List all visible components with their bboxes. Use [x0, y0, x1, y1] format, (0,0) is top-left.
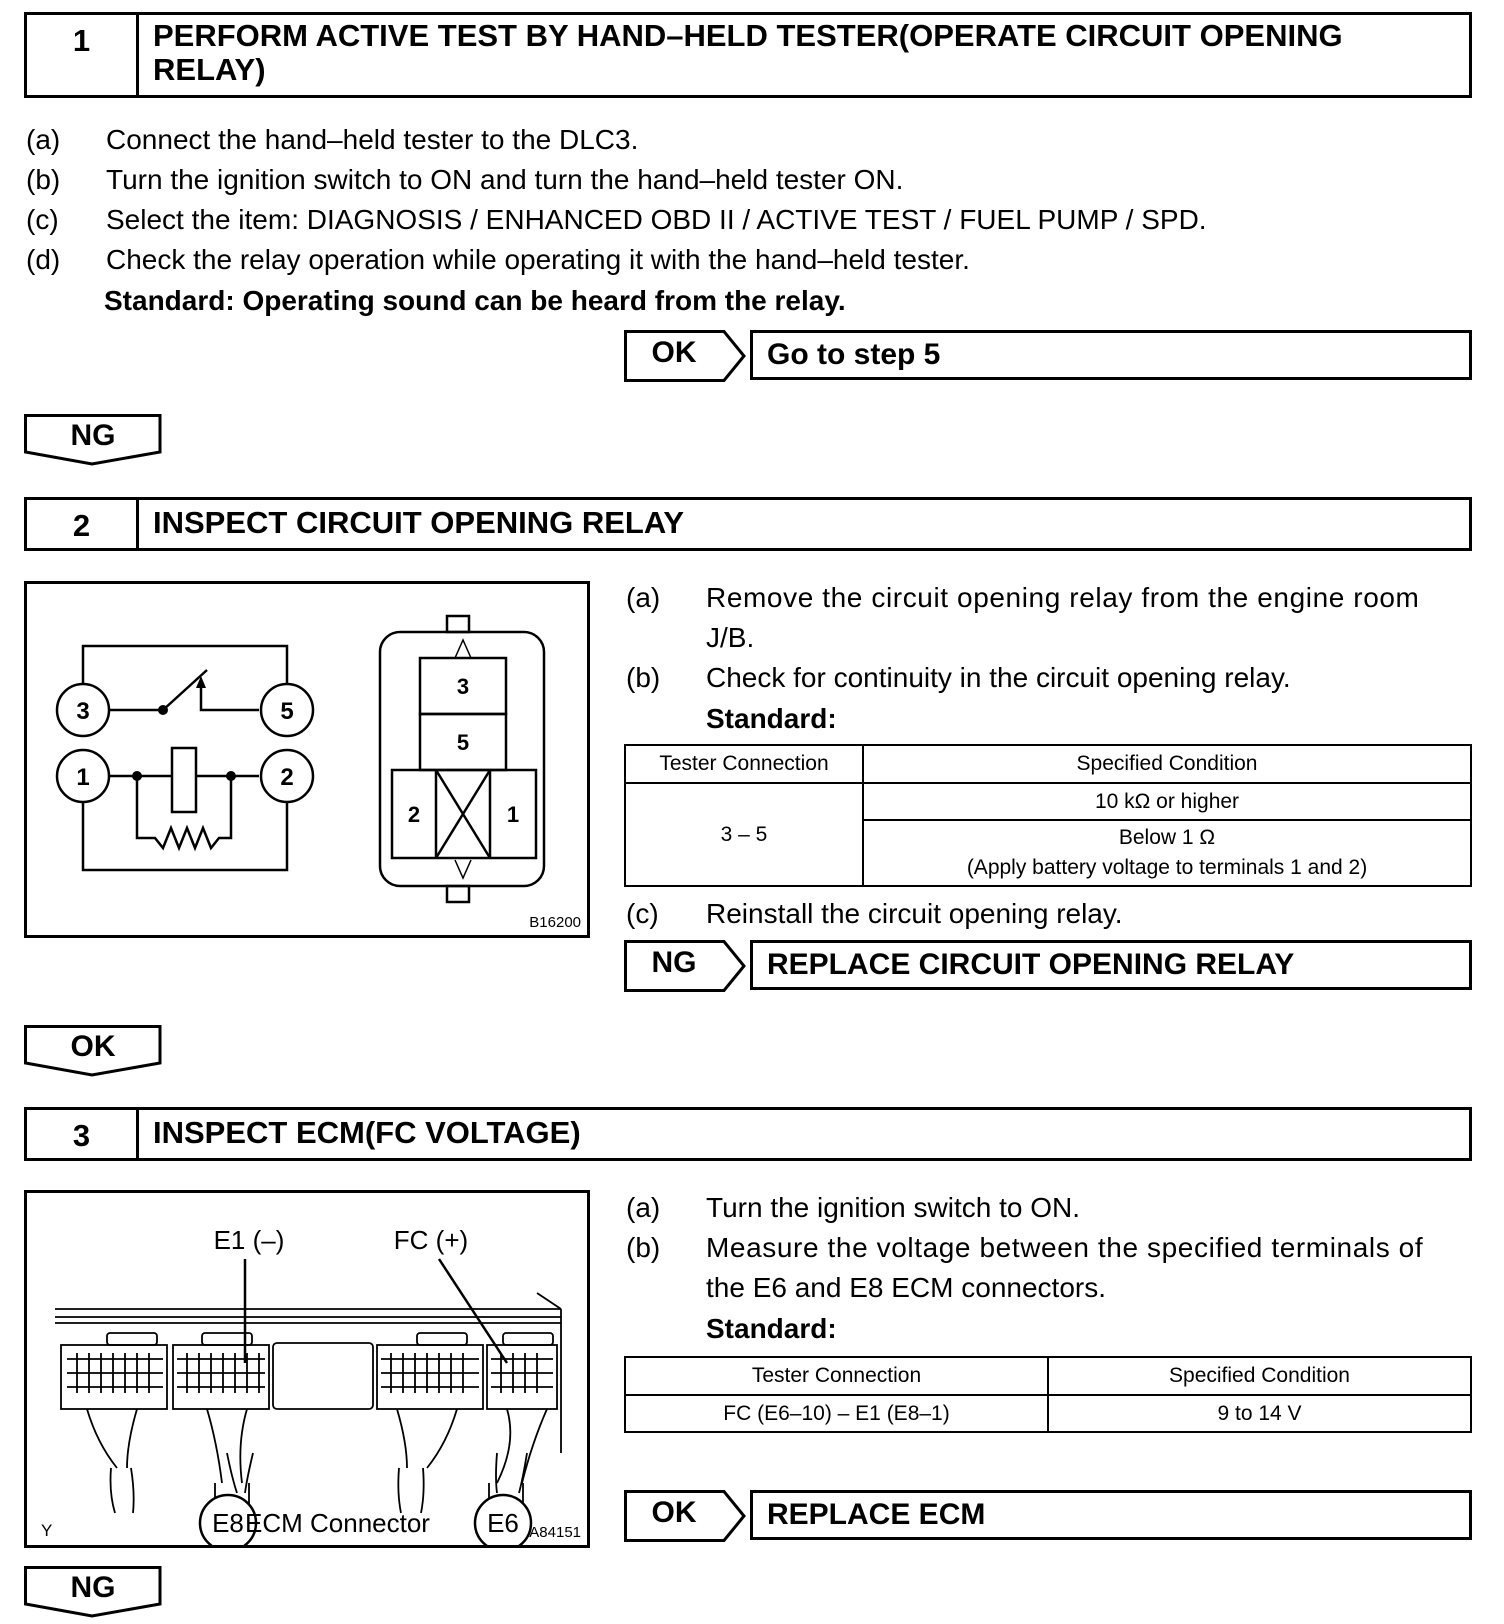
- step-3-header: [24, 1107, 1472, 1161]
- step-2-condition-2: [863, 820, 1471, 886]
- step-2-header: [24, 497, 1472, 551]
- step-2-condition-2-note: (Apply battery voltage to terminals 1 and 2): [966, 856, 1368, 879]
- step-2-ok-label: OK: [70, 1030, 116, 1063]
- step-3-item-b-cont: the E6 and E8 ECM connectors.: [706, 1272, 1106, 1303]
- ecm-connector-figure: [24, 1190, 590, 1548]
- step-2-connection-cell: 3 – 5: [625, 783, 863, 886]
- ecm-figure-corner-mark: Y: [41, 1521, 53, 1540]
- relay-pin-5: 5: [456, 730, 470, 755]
- e6-connector-label: E6: [487, 1508, 519, 1538]
- e8-connector-label: E8: [212, 1508, 244, 1538]
- step-1-header: [24, 12, 1472, 98]
- step-2-item-a-cont: J/B.: [706, 622, 755, 653]
- step-3-title: INSPECT ECM(FC VOLTAGE): [153, 1115, 581, 1150]
- relay-figure-code: B16200: [529, 914, 581, 931]
- step-3-connection-cell: FC (E6–10) – E1 (E8–1): [625, 1395, 1048, 1432]
- relay-pin-2: 2: [407, 802, 421, 827]
- terminal-5-label: 5: [280, 698, 294, 725]
- ecm-figure-code: A84151: [529, 1524, 581, 1541]
- step-1-ok-label: OK: [651, 336, 697, 369]
- step-3-ok-result: REPLACE ECM: [750, 1490, 1472, 1540]
- terminal-2-label: 2: [280, 764, 294, 791]
- step-1-title: PERFORM ACTIVE TEST BY HAND–HELD TESTER(OPERATE CIRCUIT OPENING RELAY): [153, 18, 1343, 87]
- step-3-condition-cell: 9 to 14 V: [1048, 1395, 1471, 1432]
- fc-terminal-label: FC (+): [393, 1225, 469, 1255]
- ecm-connector-diagram: [27, 1193, 587, 1545]
- relay-diagram: [27, 584, 587, 935]
- step-3-spec-table: [624, 1356, 1472, 1433]
- step-3-ok-label: OK: [651, 1496, 697, 1529]
- step-2-number: 2: [27, 500, 139, 548]
- step-1-standard: Standard: Operating sound can be heard from the relay.: [104, 285, 846, 316]
- step-1-ng-label: NG: [70, 419, 116, 452]
- table-row: [625, 1395, 1471, 1432]
- step-2-header-connection: Tester Connection: [625, 745, 863, 783]
- terminal-3-label: 3: [76, 698, 90, 725]
- step-2-standard: Standard:: [706, 703, 837, 734]
- e1-terminal-label: E1 (–): [213, 1225, 285, 1255]
- ecm-connector-caption: ECM Connector: [245, 1508, 430, 1538]
- step-1-number: 1: [27, 15, 139, 95]
- step-2-condition-1: 10 kΩ or higher: [863, 783, 1471, 820]
- step-2-ng-label: NG: [651, 946, 697, 979]
- step-1-ok-result: Go to step 5: [750, 330, 1472, 380]
- step-2-condition-2-value: Below 1 Ω: [1118, 826, 1216, 849]
- step-2-spec-table: [624, 744, 1472, 887]
- terminal-1-label: 1: [76, 764, 90, 791]
- step-2-header-condition: Specified Condition: [863, 745, 1471, 783]
- relay-figure: [24, 581, 590, 938]
- relay-pin-3: 3: [456, 674, 470, 699]
- step-3-header-condition: Specified Condition: [1048, 1357, 1471, 1395]
- step-2-title: INSPECT CIRCUIT OPENING RELAY: [153, 505, 685, 540]
- step-3-header-connection: Tester Connection: [625, 1357, 1048, 1395]
- step-3-ng-label: NG: [70, 1571, 116, 1604]
- step-3-number: 3: [27, 1110, 139, 1158]
- step-3-standard: Standard:: [706, 1313, 837, 1344]
- relay-pin-1: 1: [506, 802, 520, 827]
- step-2-ng-result: REPLACE CIRCUIT OPENING RELAY: [750, 940, 1472, 990]
